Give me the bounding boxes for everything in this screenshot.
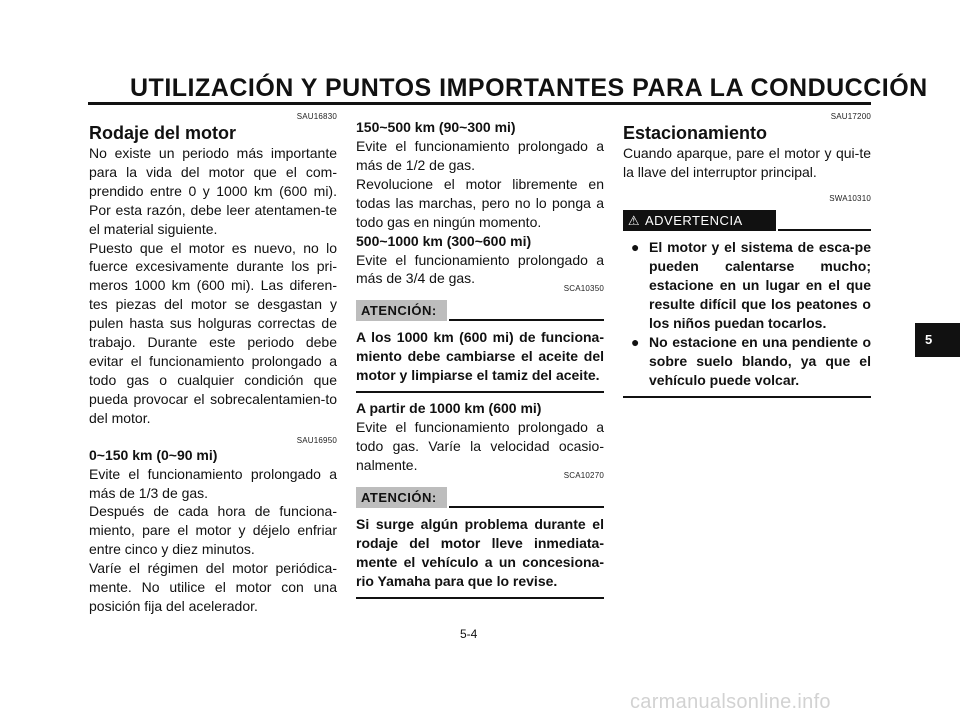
- section-title-estacionamiento: Estacionamiento: [623, 123, 768, 143]
- warning-rule: [778, 229, 871, 231]
- notice-body: A los 1000 km (600 mi) de funciona-miento debe cambiarse el aceite del motor y limpiarse el tamiz del aceite.: [356, 324, 604, 393]
- column-1: [89, 112, 337, 616]
- list-item: [623, 238, 871, 333]
- chapter-tab: 5: [915, 323, 960, 357]
- warning-triangle-icon: ⚠: [627, 212, 641, 228]
- paragraph: Evite el funcionamiento prolongado a más de 1/2 de gas.: [356, 138, 604, 173]
- section-code: SAU17200: [830, 112, 871, 121]
- notice-body: Si surge algún problema durante el rodaje del motor lleve inmediata-mente el vehículo a un concesiona-rio Yamaha para que lo revise.: [356, 511, 604, 599]
- section-title-rodaje: Rodaje del motor: [89, 123, 237, 143]
- section-code: SAU16950: [296, 435, 337, 445]
- subheading: 500~1000 km (300~600 mi): [356, 232, 532, 249]
- bullet-text: El motor y el sistema de esca-pe pueden calentarse mucho; estacione en un lugar en el que resulte difícil que los peatones o los niños puedan tocarlos.: [649, 238, 871, 331]
- column-2: [356, 118, 604, 599]
- attention-label: ATENCIÓN:: [356, 300, 447, 321]
- subheading: 150~500 km (90~300 mi): [356, 119, 516, 135]
- paragraph: Después de cada hora de funciona-miento, pare el motor y déjelo enfriar entre cinco y diez minutos.: [89, 503, 337, 558]
- notice-rule: [449, 319, 604, 321]
- paragraph: Evite el funcionamiento prolongado a todo gas. Varíe la velocidad ocasio-nalmente.: [356, 419, 604, 474]
- bullet-icon: ●: [631, 333, 640, 350]
- paragraph: Cuando aparque, pare el motor y qui-te la llave del interruptor principal.: [623, 145, 871, 180]
- warning-header: [623, 208, 871, 234]
- bullet-icon: ●: [631, 238, 640, 255]
- paragraph: Evite el funcionamiento prolongado a más de 1/3 de gas.: [89, 465, 337, 501]
- subheading: A partir de 1000 km (600 mi): [356, 400, 542, 417]
- paragraph: No existe un periodo más importante para la vida del motor que el com-prendido entre 0 y 1000 km (600 mi). Por esta razón, debe leer atentamen-te el material siguiente.: [89, 145, 337, 237]
- page-number: 5-4: [460, 627, 478, 641]
- column-3: [623, 112, 871, 398]
- warning-label: [623, 210, 776, 231]
- paragraph: Varíe el régimen del motor periódica-mente. No utilice el motor con una posición fija del acelerador.: [89, 560, 337, 614]
- paragraph: Revolucione el motor libremente en todas las marchas, pero no lo ponga a todo gas en ningún momento.: [356, 175, 604, 230]
- notice-header: [356, 485, 604, 511]
- paragraph: Puesto que el motor es nuevo, no lo fuerce excesivamente durante los pri-meros 1000 km (600 mi). Las diferen-tes piezas del motor se desgastan y pulen hasta sus holguras correctas de trabajo. Durante este periodo debe evitar el funcionamiento prolongado a todo gas o cualquier condición que pueda provocar el sobrecalentamien-to del motor.: [89, 239, 337, 426]
- warning-list: [623, 238, 871, 390]
- header-rule: [88, 102, 871, 105]
- notice-rule: [449, 506, 604, 508]
- page-header-title: UTILIZACIÓN Y PUNTOS IMPORTANTES PARA LA CONDUCCIÓN: [130, 74, 928, 102]
- subheading: 0~150 km (0~90 mi): [89, 446, 218, 463]
- section-code: SAU16830: [296, 112, 337, 121]
- attention-label: ATENCIÓN:: [356, 487, 447, 508]
- list-item: [623, 333, 871, 390]
- watermark: carmanualsonline.info: [630, 691, 831, 713]
- warning-body: [623, 234, 871, 398]
- notice-code: SCA10270: [563, 471, 604, 481]
- notice-code: SCA10350: [563, 284, 604, 294]
- warning-label-text: ADVERTENCIA: [645, 212, 743, 228]
- warning-code: SWA10310: [829, 193, 871, 203]
- paragraph: Evite el funcionamiento prolongado a más de 3/4 de gas.: [356, 251, 604, 287]
- bullet-text: No estacione en una pendiente o sobre suelo blando, ya que el vehículo puede volcar.: [649, 333, 871, 388]
- notice-header: [356, 298, 604, 324]
